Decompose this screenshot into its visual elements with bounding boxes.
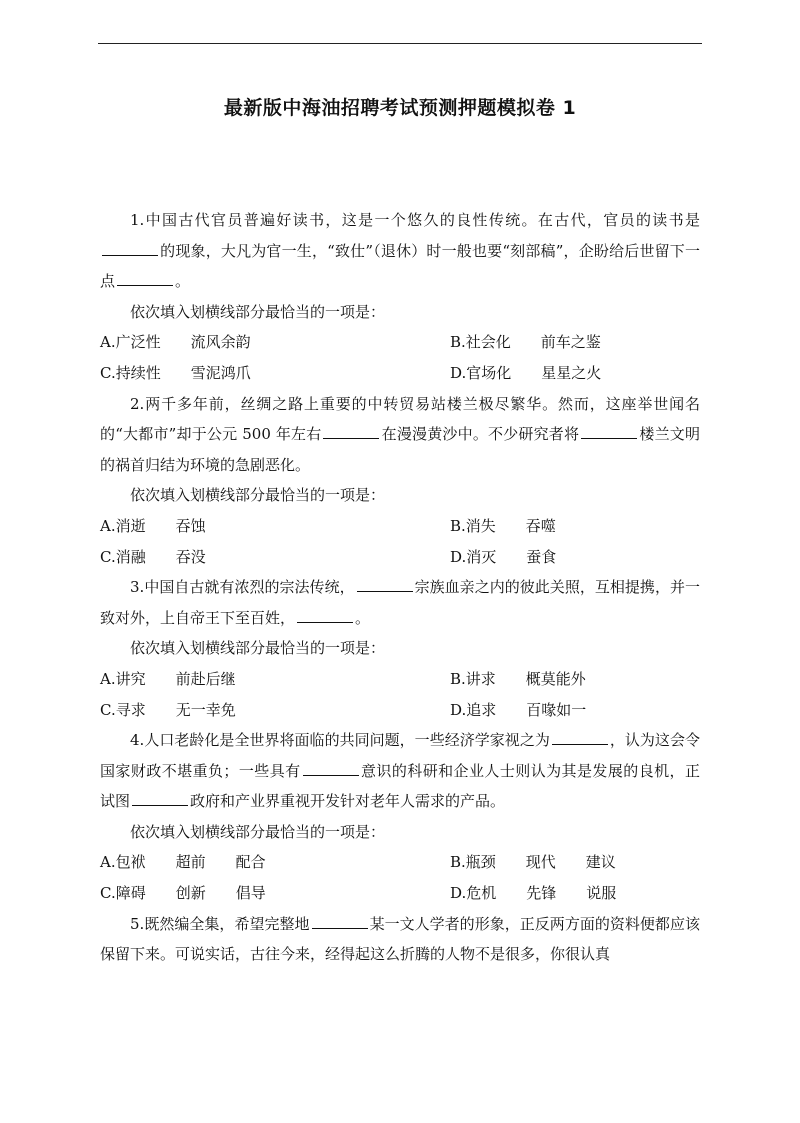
question-text: 5.既然编全集，希望完整地 某一文人学者的形象，正反两方面的资料便都应该保留下来。可说实话，古往今来，经得起这么折腾的人物不是很多，你很认真 (100, 914, 700, 964)
option-a: A.消逝 吞蚀 (100, 516, 206, 535)
option-a: A.讲究 前赴后继 (100, 669, 236, 688)
answer-blank (132, 791, 188, 806)
question-prompt: 依次填入划横线部分最恰当的一项是： (130, 486, 386, 505)
question-text: 4.人口老龄化是全世界将面临的共同问题，一些经济学家视之为 ，认为这会令国家财政不堪重负；一些具有 意识的科研和企业人士则认为其是发展的良机，正试图 政府和产业界重视开发针对老年人需求的产品。 (100, 731, 700, 811)
answer-blank (323, 424, 379, 439)
question-4 (100, 725, 700, 909)
question-text: 1.中国古代官员普遍好读书，这是一个悠久的良性传统。在古代，官员的读书是的现象，大凡为官一生，“致仕”（退休）时一般也要“刻部稿”，企盼给后世留下一点 。 (100, 211, 700, 291)
question-3 (100, 572, 700, 725)
answer-blank (303, 761, 359, 776)
option-d: D.追求 百喙如一 (450, 700, 587, 719)
option-d: D.危机 先锋 说服 (450, 884, 617, 903)
options-grid (100, 327, 700, 388)
option-c: C.持续性 雪泥鸿爪 (100, 363, 251, 382)
option-b: B.瓶颈 现代 建议 (450, 853, 616, 872)
options-grid (100, 664, 700, 725)
question-text: 2.两千多年前，丝绸之路上重要的中转贸易站楼兰极尽繁华。然而，这座举世闻名的“大都市”却于公元 500 年左右 在漫漫黄沙中。不少研究者将 楼兰文明的祸首归结为环境的急剧恶化。 (100, 394, 700, 474)
answer-blank (552, 730, 608, 745)
page-title: 最新版中海油招聘考试预测押题模拟卷 1 (223, 97, 577, 119)
option-d: D.消灭 蚕食 (450, 547, 557, 566)
options-grid (100, 511, 700, 572)
answer-blank (117, 271, 173, 286)
question-prompt: 依次填入划横线部分最恰当的一项是： (130, 639, 386, 658)
question-5 (100, 909, 700, 970)
header-rule (98, 43, 702, 44)
option-c: C.寻求 无一幸免 (100, 700, 236, 719)
option-c: C.障碍 创新 倡导 (100, 884, 266, 903)
question-list (100, 205, 700, 970)
question-prompt: 依次填入划横线部分最恰当的一项是： (130, 822, 386, 841)
option-d: D.官场化 星星之火 (450, 363, 602, 382)
option-a: A.广泛性 流风余韵 (100, 333, 251, 352)
options-grid (100, 847, 700, 908)
option-a: A.包袱 超前 配合 (100, 853, 266, 872)
option-b: B.消失 吞噬 (450, 516, 556, 535)
option-b: B.讲求 概莫能外 (450, 669, 586, 688)
option-c: C.消融 吞没 (100, 547, 206, 566)
option-b: B.社会化 前车之鉴 (450, 333, 601, 352)
question-text: 3.中国自古就有浓烈的宗法传统， 宗族血亲之内的彼此关照，互相提携，并一致对外，上自帝王下至百姓， 。 (100, 578, 700, 627)
question-2 (100, 389, 700, 573)
answer-blank (102, 241, 158, 256)
question-prompt: 依次填入划横线部分最恰当的一项是： (130, 302, 386, 321)
answer-blank (581, 424, 637, 439)
answer-blank (357, 577, 413, 592)
answer-blank (312, 914, 368, 929)
question-1 (100, 205, 700, 389)
answer-blank (297, 608, 353, 623)
